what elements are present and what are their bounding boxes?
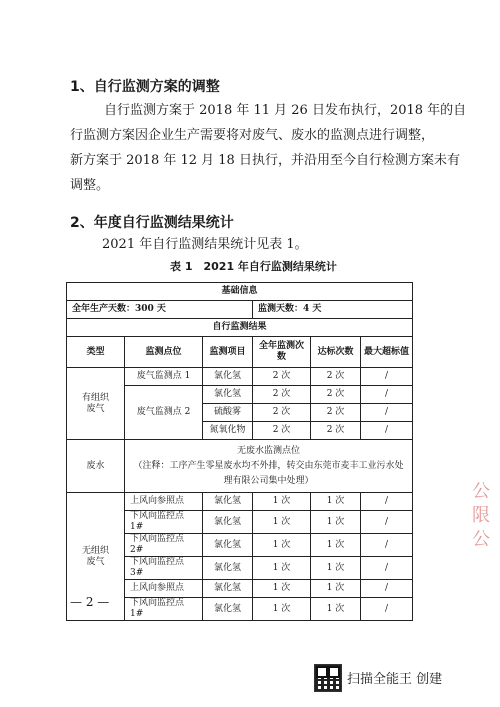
count-cell: 2 次	[253, 386, 311, 404]
page-number: — 2 —	[70, 595, 110, 609]
pass-cell: 2 次	[311, 404, 361, 422]
max-cell: /	[361, 422, 413, 440]
table-row	[67, 440, 413, 493]
watermark-text: 扫描全能王 创建	[347, 672, 443, 687]
max-cell: /	[361, 580, 413, 598]
table-row	[67, 319, 413, 337]
pass-cell: 1 次	[311, 493, 361, 511]
type-cell: 有组织废气	[67, 368, 125, 440]
column-header: 监测点位	[125, 337, 203, 368]
column-header: 最大超标值	[361, 337, 413, 368]
item-cell: 氯化氢	[203, 598, 253, 621]
section-2-heading: 2、年度自行监测结果统计	[70, 215, 234, 231]
column-header: 类型	[67, 337, 125, 368]
count-cell: 2 次	[253, 404, 311, 422]
max-cell: /	[361, 386, 413, 404]
table-row	[67, 283, 413, 301]
max-cell: /	[361, 493, 413, 511]
wastewater-title: 无废水监测点位	[237, 445, 301, 456]
results-header: 自行监测结果	[67, 319, 413, 337]
point-cell: 废气监测点 1	[125, 368, 203, 386]
point-cell: 下风向监控点 2#	[125, 534, 203, 557]
count-cell: 1 次	[253, 598, 311, 621]
max-cell: /	[361, 511, 413, 534]
pass-cell: 1 次	[311, 511, 361, 534]
qr-code-icon	[314, 664, 342, 692]
table-row	[67, 493, 413, 511]
count-cell: 1 次	[253, 557, 311, 580]
item-cell: 氯化氢	[203, 386, 253, 404]
point-cell: 废气监测点 2	[125, 386, 203, 440]
max-cell: /	[361, 557, 413, 580]
max-cell: /	[361, 534, 413, 557]
section-1-heading: 1、自行监测方案的调整	[70, 79, 220, 95]
basic-info-header: 基础信息	[67, 283, 413, 301]
item-cell: 氯化氢	[203, 580, 253, 598]
paragraph-line: 调整。	[70, 178, 110, 193]
pass-cell: 2 次	[311, 422, 361, 440]
monitor-days: 监测天数：4 天	[253, 301, 413, 319]
item-cell: 硫酸雾	[203, 404, 253, 422]
item-cell: 氯化氢	[203, 511, 253, 534]
red-stamp	[472, 480, 500, 580]
point-cell: 下风向监控点 1#	[125, 598, 203, 621]
table-row	[67, 301, 413, 319]
max-cell: /	[361, 598, 413, 621]
table-row	[67, 368, 413, 386]
stamp-text: 公 限 公	[472, 481, 490, 550]
item-cell: 氮氧化物	[203, 422, 253, 440]
count-cell: 1 次	[253, 534, 311, 557]
column-header: 全年监测次数	[253, 337, 311, 368]
column-header: 监测项目	[203, 337, 253, 368]
column-header: 达标次数	[311, 337, 361, 368]
pass-cell: 2 次	[311, 368, 361, 386]
item-cell: 氯化氢	[203, 368, 253, 386]
pass-cell: 1 次	[311, 580, 361, 598]
item-cell: 氯化氢	[203, 493, 253, 511]
paragraph-line: 2021 年自行监测结果统计见表 1。	[102, 237, 308, 252]
count-cell: 2 次	[253, 368, 311, 386]
point-cell: 上风向参照点	[125, 493, 203, 511]
results-table	[66, 282, 413, 621]
count-cell: 1 次	[253, 493, 311, 511]
count-cell: 2 次	[253, 422, 311, 440]
paragraph-line: 自行监测方案于 2018 年 11 月 26 日发布执行，2018 年的自	[104, 103, 467, 118]
production-days: 全年生产天数：300 天	[67, 301, 253, 319]
point-cell: 下风向监控点 1#	[125, 511, 203, 534]
type-cell: 无组织废气	[67, 493, 125, 621]
paragraph-line: 行监测方案因企业生产需要将对废气、废水的监测点进行调整，	[70, 128, 435, 143]
wastewater-note: （注释：工序产生零星废水均不外排，转交由东莞市麦丰工业污水处理有限公司集中处理）	[133, 460, 404, 486]
item-cell: 氯化氢	[203, 534, 253, 557]
count-cell: 1 次	[253, 580, 311, 598]
pass-cell: 1 次	[311, 557, 361, 580]
max-cell: /	[361, 368, 413, 386]
type-cell: 废水	[67, 440, 125, 493]
pass-cell: 1 次	[311, 534, 361, 557]
table-caption: 表 1 2021 年自行监测结果统计	[170, 260, 337, 273]
pass-cell: 2 次	[311, 386, 361, 404]
count-cell: 1 次	[253, 511, 311, 534]
pass-cell: 1 次	[311, 598, 361, 621]
point-cell: 下风向监控点 3#	[125, 557, 203, 580]
item-cell: 氯化氢	[203, 557, 253, 580]
point-cell: 上风向参照点	[125, 580, 203, 598]
table-header-row	[67, 337, 413, 368]
wastewater-cell	[125, 440, 413, 493]
paragraph-line: 新方案于 2018 年 12 月 18 日执行，并沿用至今自行检测方案未有	[70, 153, 460, 168]
max-cell: /	[361, 404, 413, 422]
